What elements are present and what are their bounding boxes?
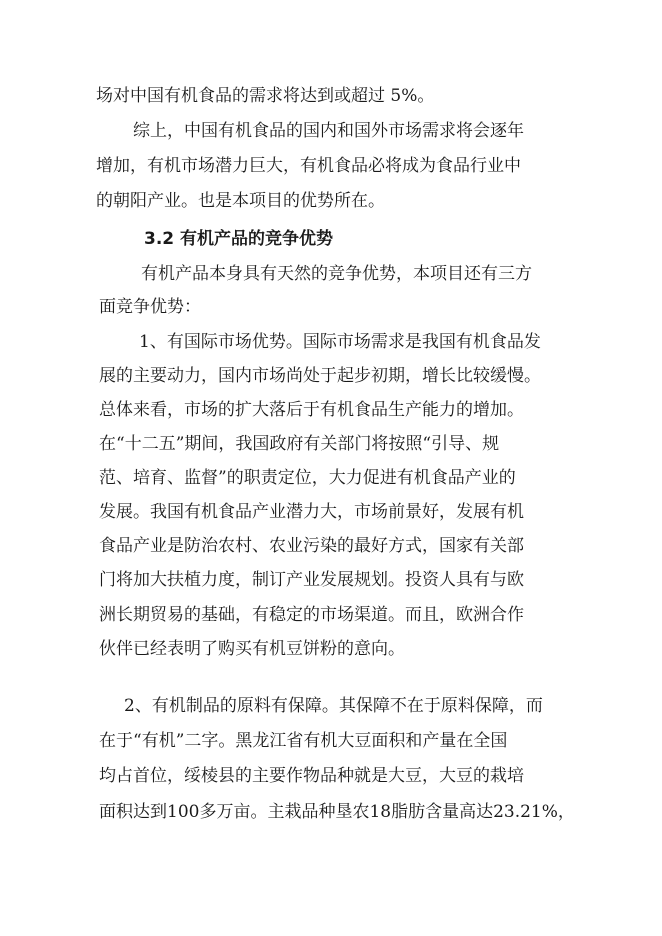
text-line: 发展。我国有机食品产业潜力大，市场前景好，发展有机 — [99, 502, 524, 522]
text-line: 2、有机制品的原料有保障。其保障不在于原料保障，而 — [124, 696, 543, 716]
text-line: 在“十二五”期间，我国政府有关部门将按照“引导、规 — [99, 434, 500, 454]
text-line: 有机产品本身具有天然的竞争优势，本项目还有三方 — [141, 264, 532, 284]
text-line: 门将加大扶植力度，制订产业发展规划。投资人具有与欧 — [99, 570, 524, 590]
text-line: 均占首位，绥棱县的主要作物品种就是大豆，大豆的栽培 — [99, 766, 524, 786]
text-line: 面积达到100多万亩。主栽品种垦农18脂肪含量高达23.21%， — [99, 802, 575, 822]
text-line: 面竞争优势： — [99, 297, 201, 317]
text-line: 洲长期贸易的基础，有稳定的市场渠道。而且，欧洲合作 — [99, 605, 524, 625]
text-line: 食品产业是防治农村、农业污染的最好方式，国家有关部 — [99, 536, 524, 556]
text-line: 在于“有机”二字。黑龙江省有机大豆面积和产量在全国 — [99, 731, 508, 751]
text-line: 综上，中国有机食品的国内和国外市场需求将会逐年 — [133, 121, 524, 141]
text-line: 增加，有机市场潜力巨大，有机食品必将成为食品行业中 — [96, 156, 521, 176]
section-heading: 3.2 有机产品的竞争优势 — [144, 229, 334, 249]
text-line: 1、有国际市场优势。国际市场需求是我国有机食品发 — [139, 332, 541, 352]
text-line: 总体来看，市场的扩大落后于有机食品生产能力的增加。 — [99, 400, 524, 420]
text-line: 范、培育、监督”的职责定位，大力促进有机食品产业的 — [99, 468, 516, 488]
text-line: 的朝阳产业。也是本项目的优势所在。 — [96, 191, 385, 211]
text-line: 伙伴已经表明了购买有机豆饼粉的意向。 — [99, 639, 405, 659]
text-line: 场对中国有机食品的需求将达到或超过 5%。 — [96, 86, 435, 106]
text-line: 展的主要动力，国内市场尚处于起步初期，增长比较缓慢。 — [99, 366, 541, 386]
